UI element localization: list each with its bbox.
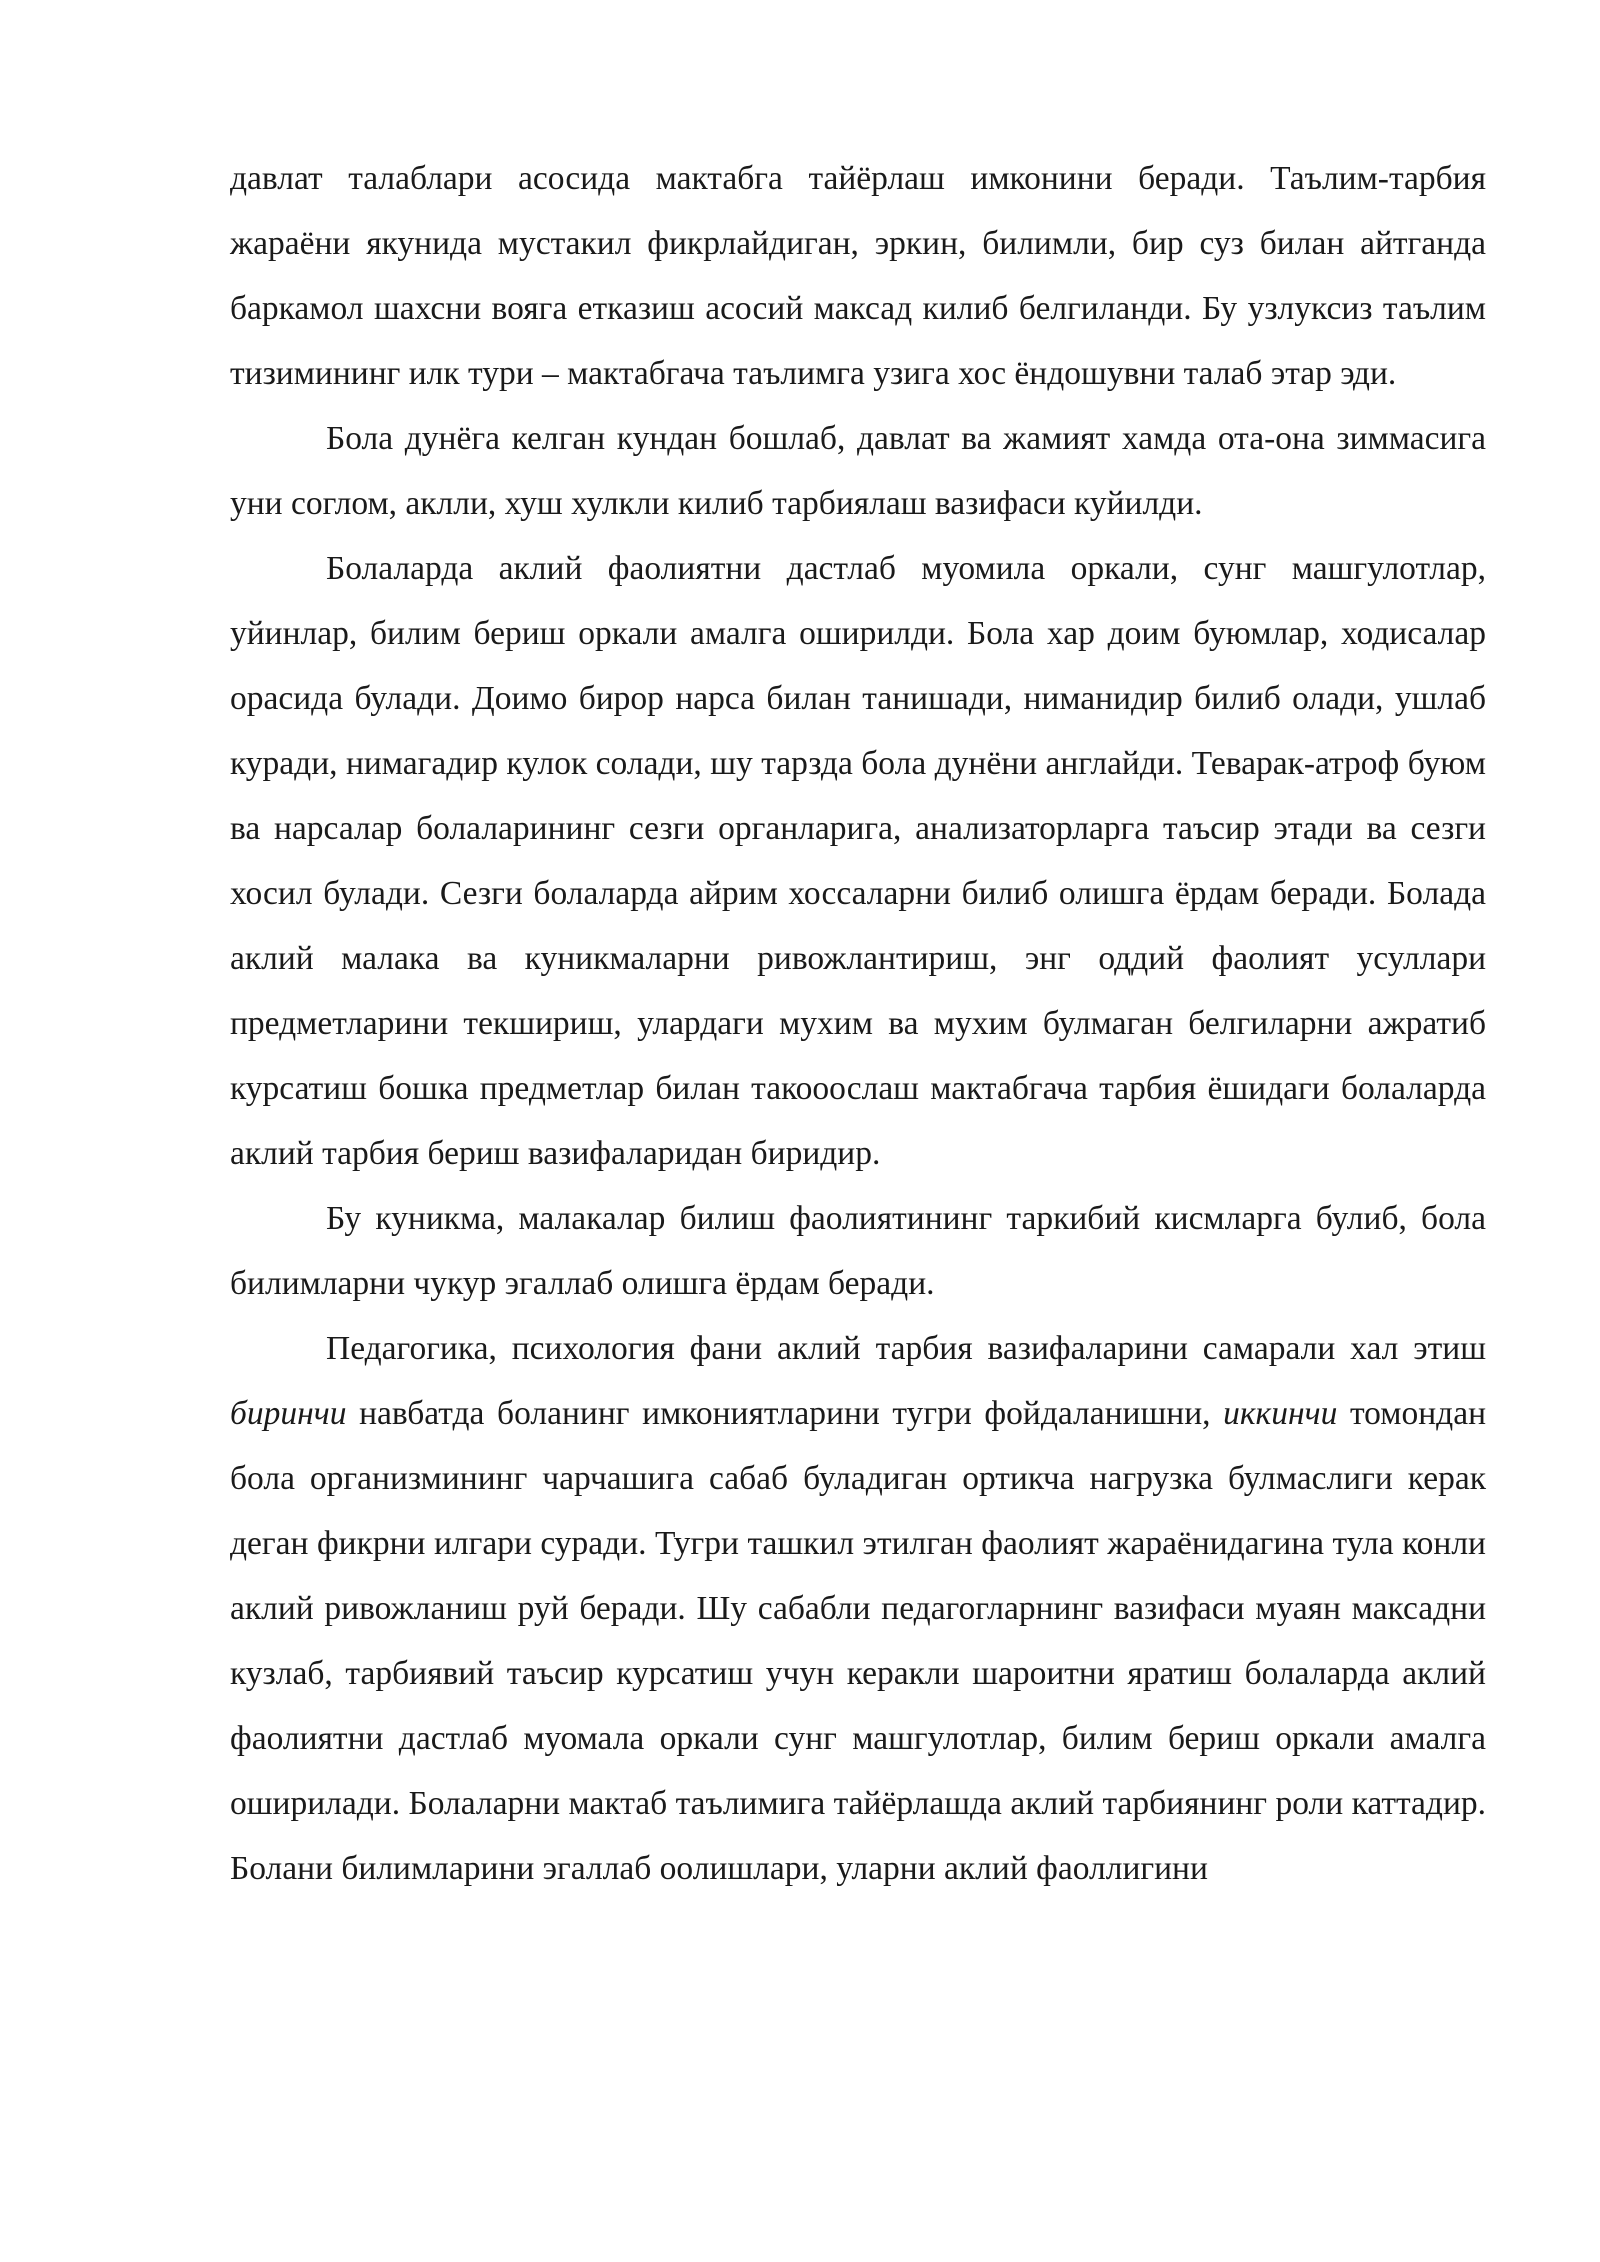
paragraph-5 (230, 1316, 1486, 1901)
paragraph-5-part-1: Педагогика, психология фани аклий тарбия вазифаларини самарали хал этиш (326, 1330, 1486, 1367)
italic-word-second: иккинчи (1223, 1395, 1338, 1432)
paragraph-2: Бола дунёга келган кундан бошлаб, давлат ва жамият хамда ота-она зиммасига уни соглом, аклли, хуш хулкли килиб тарбиялаш вазифаси куйилди. (230, 420, 1486, 522)
paragraph-1: давлат талаблари асосида мактабга тайёрлаш имконини беради. Таълим-тарбия жараёни якунида мустакил фикрлайдиган, эркин, билимли, бир суз билан айтганда баркамол шахсни вояга етказиш асосий максад килиб белгиланди. Бу узлуксиз таълим тизимининг илк тури – мактабгача таълимга узига хос ёндошувни талаб этар эди. (230, 160, 1486, 392)
paragraph-3: Болаларда аклий фаолиятни дастлаб муомила оркали, сунг машгулотлар, уйинлар, билим бериш оркали амалга оширилди. Бола хар доим буюмлар, ходисалар орасида булади. Доимо бирор нарса билан танишади, ниманидир билиб олади, ушлаб куради, нимагадир кулок солади, шу тарзда бола дунёни англайди. Теварак-атроф буюм ва нарсалар болаларининг сезги органларига, анализаторларга таъсир этади ва сезги хосил булади. Сезги болаларда айрим хоссаларни билиб олишга ёрдам беради. Болада аклий малака ва куникмаларни ривожлантириш, энг оддий фаолият усуллари предметларини текшириш, улардаги мухим ва мухим булмаган белгиларни ажратиб курсатиш бошка предметлар билан такооослаш мактабгача тарбия ёшидаги болаларда аклий тарбия бериш вазифаларидан биридир. (230, 550, 1486, 1172)
italic-word-first: биринчи (230, 1395, 347, 1432)
paragraph-4: Бу куникма, малакалар билиш фаолиятининг таркибий кисмларга булиб, бола билимларни чукур эгаллаб олишга ёрдам беради. (230, 1200, 1486, 1302)
paragraph-5-part-2: навбатда боланинг имкониятларини тугри фойдаланишни, (346, 1395, 1224, 1432)
document-page (230, 146, 1486, 1901)
paragraph-5-part-3: томондан бола организмининг чарчашига сабаб буладиган ортикча нагрузка булмаслиги керак деган фикрни илгари суради. Тугри ташкил этилган фаолият жараёнидагина тула конли аклий ривожланиш руй беради. Шу сабабли педагогларнинг вазифаси муаян максадни кузлаб, тарбиявий таъсир курсатиш учун керакли шароитни яратиш болаларда аклий фаолиятни дастлаб муомала оркали сунг машгулотлар, билим бериш оркали амалга оширилади. Болаларни мактаб таълимига тайёрлашда аклий тарбиянинг роли каттадир. Болани билимларини эгаллаб оолишлари, уларни аклий фаоллигини (230, 1395, 1487, 1887)
